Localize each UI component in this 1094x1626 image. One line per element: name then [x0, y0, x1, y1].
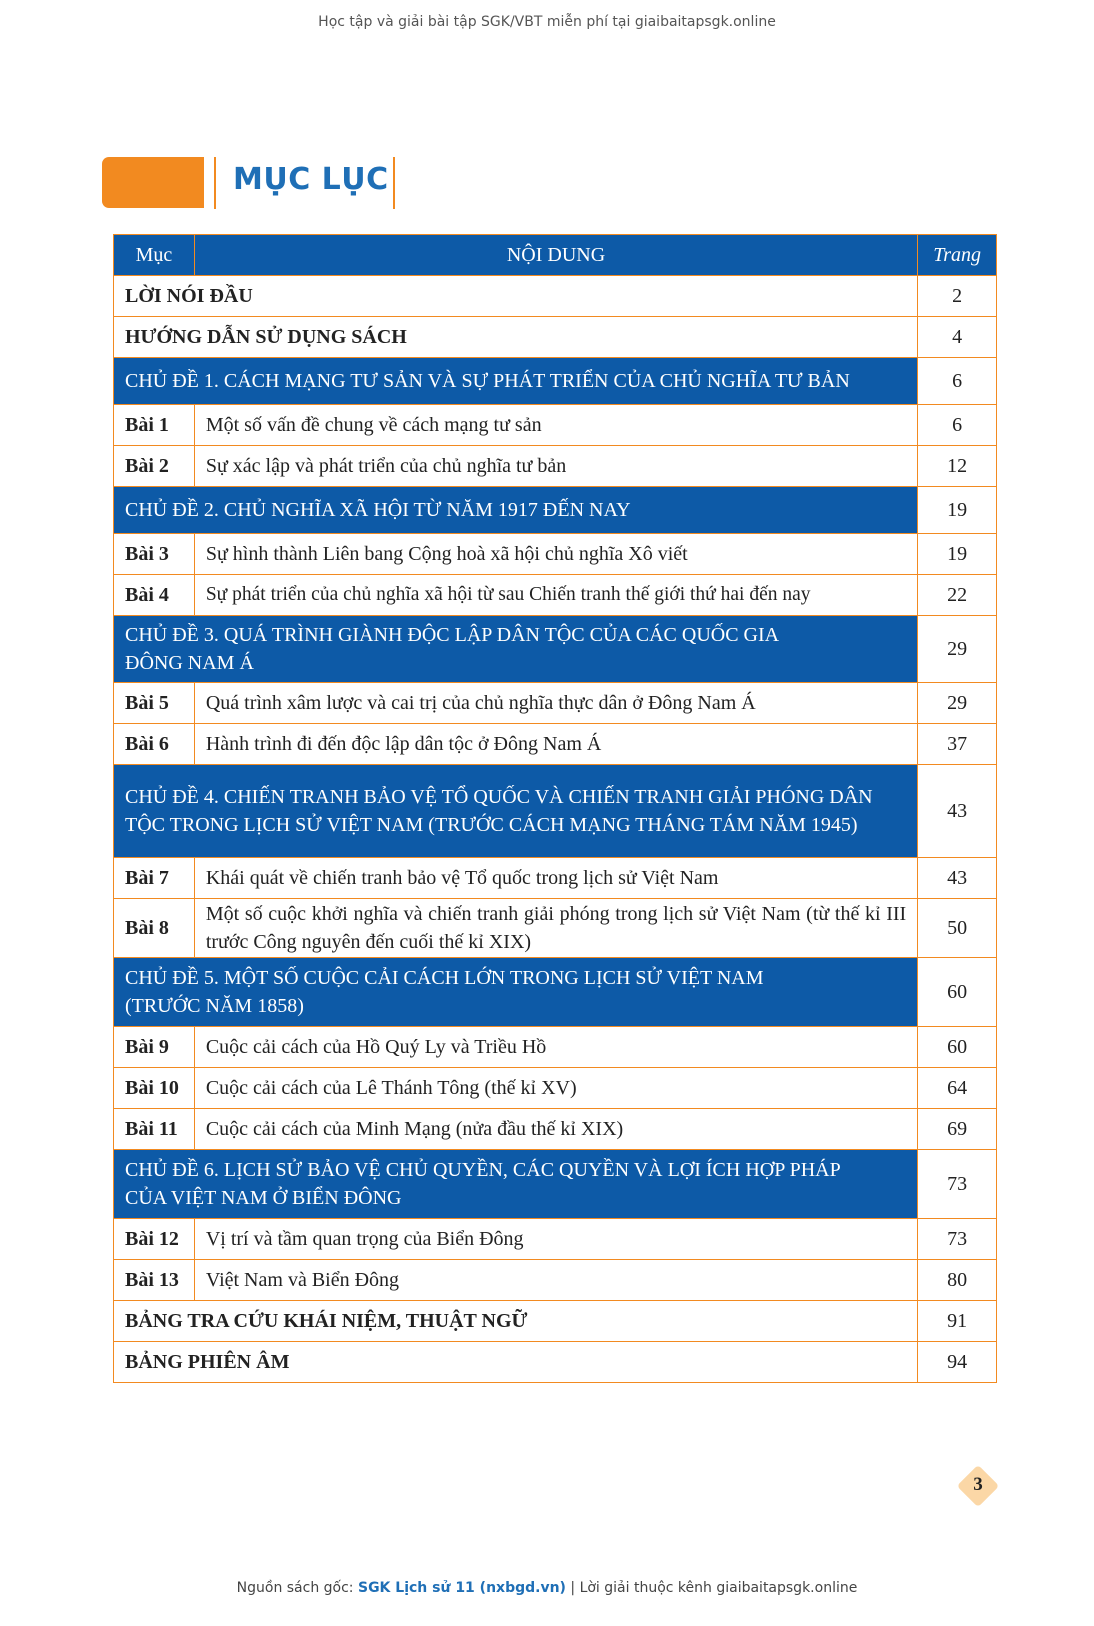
col-header-trang: Trang — [918, 235, 997, 276]
toc-row-bai-8 — [114, 899, 997, 958]
lesson-number: Bài 10 — [114, 1068, 195, 1109]
footer-source-link[interactable]: SGK Lịch sử 11 (nxbgd.vn) — [357, 1580, 566, 1596]
lesson-number: Bài 1 — [114, 405, 195, 446]
lesson-title: Một số vấn đề chung về cách mạng tư sản — [194, 405, 917, 446]
lesson-page: 12 — [918, 446, 997, 487]
toc-row-chu-de-1 — [114, 358, 997, 405]
lesson-page: 60 — [918, 1027, 997, 1068]
lesson-number: Bài 9 — [114, 1027, 195, 1068]
toc-row-chu-de-4 — [114, 765, 997, 858]
col-header-muc: Mục — [114, 235, 195, 276]
toc-table — [113, 234, 997, 1383]
lesson-number: Bài 13 — [114, 1260, 195, 1301]
lesson-page: 73 — [918, 1219, 997, 1260]
topic-label: CHỦ ĐỀ 4. CHIẾN TRANH BẢO VỆ TỔ QUỐC VÀ CHIẾN TRANH GIẢI PHÓNG DÂN TỘC TRONG LỊCH SỬ VIỆT NAM (TRƯỚC CÁCH MẠNG THÁNG TÁM NĂM 1945) — [114, 765, 918, 858]
lesson-number: Bài 4 — [114, 575, 195, 616]
topic-label: CHỦ ĐỀ 2. CHỦ NGHĨA XÃ HỘI TỪ NĂM 1917 ĐẾN NAY — [114, 487, 918, 534]
toc-row-bang-tra-cuu — [114, 1301, 997, 1342]
toc-header-row — [114, 235, 997, 276]
lesson-page: 6 — [918, 405, 997, 446]
entry-label: BẢNG PHIÊN ÂM — [114, 1342, 918, 1383]
entry-page: 94 — [918, 1342, 997, 1383]
entry-label: HƯỚNG DẪN SỬ DỤNG SÁCH — [114, 317, 918, 358]
lesson-page: 29 — [918, 683, 997, 724]
lesson-page: 37 — [918, 724, 997, 765]
title-orange-block — [102, 157, 204, 208]
toc-row-chu-de-5 — [114, 958, 997, 1027]
lesson-number: Bài 5 — [114, 683, 195, 724]
toc-row-bai-2 — [114, 446, 997, 487]
toc-row-chu-de-6 — [114, 1150, 997, 1219]
lesson-title: Sự xác lập và phát triển của chủ nghĩa tư bản — [194, 446, 917, 487]
col-header-noidung: NỘI DUNG — [194, 235, 917, 276]
topic-label: CHỦ ĐỀ 1. CÁCH MẠNG TƯ SẢN VÀ SỰ PHÁT TRIỂN CỦA CHỦ NGHĨA TƯ BẢN — [114, 358, 918, 405]
entry-label: LỜI NÓI ĐẦU — [114, 276, 918, 317]
title-divider-right — [393, 157, 395, 209]
footer-note — [0, 1580, 1094, 1596]
lesson-title: Hành trình đi đến độc lập dân tộc ở Đông Nam Á — [194, 724, 917, 765]
toc-row-huong-dan — [114, 317, 997, 358]
lesson-title: Khái quát về chiến tranh bảo vệ Tổ quốc trong lịch sử Việt Nam — [194, 858, 917, 899]
toc-row-bai-10 — [114, 1068, 997, 1109]
topic-label: CHỦ ĐỀ 5. MỘT SỐ CUỘC CẢI CÁCH LỚN TRONG LỊCH SỬ VIỆT NAM (TRƯỚC NĂM 1858) — [114, 958, 918, 1027]
toc-row-bai-13 — [114, 1260, 997, 1301]
toc-row-bang-phien-am — [114, 1342, 997, 1383]
footer-prefix: Nguồn sách gốc: — [236, 1580, 358, 1596]
entry-page: 4 — [918, 317, 997, 358]
lesson-page: 50 — [918, 899, 997, 958]
lesson-title: Sự phát triển của chủ nghĩa xã hội từ sau Chiến tranh thế giới thứ hai đến nay — [194, 575, 917, 616]
toc-row-chu-de-2 — [114, 487, 997, 534]
toc-row-bai-12 — [114, 1219, 997, 1260]
page-title: MỤC LỤC — [233, 162, 389, 197]
toc-row-bai-5 — [114, 683, 997, 724]
topic-page: 73 — [918, 1150, 997, 1219]
topic-label: CHỦ ĐỀ 6. LỊCH SỬ BẢO VỆ CHỦ QUYỀN, CÁC QUYỀN VÀ LỢI ÍCH HỢP PHÁP CỦA VIỆT NAM Ở BIỂN ĐÔNG — [114, 1150, 918, 1219]
lesson-title: Vị trí và tầm quan trọng của Biển Đông — [194, 1219, 917, 1260]
lesson-title: Một số cuộc khởi nghĩa và chiến tranh giải phóng trong lịch sử Việt Nam (từ thế kỉ III trước Công nguyên đến cuối thế kỉ XIX) — [194, 899, 917, 958]
lesson-title: Việt Nam và Biển Đông — [194, 1260, 917, 1301]
lesson-title: Cuộc cải cách của Lê Thánh Tông (thế kỉ XV) — [194, 1068, 917, 1109]
lesson-page: 22 — [918, 575, 997, 616]
footer-suffix: | Lời giải thuộc kênh giaibaitapsgk.online — [565, 1580, 858, 1596]
toc-row-bai-11 — [114, 1109, 997, 1150]
lesson-page: 19 — [918, 534, 997, 575]
lesson-title: Quá trình xâm lược và cai trị của chủ nghĩa thực dân ở Đông Nam Á — [194, 683, 917, 724]
lesson-title: Sự hình thành Liên bang Cộng hoà xã hội chủ nghĩa Xô viết — [194, 534, 917, 575]
topic-page: 6 — [918, 358, 997, 405]
toc-row-loi-noi-dau — [114, 276, 997, 317]
toc-row-bai-4 — [114, 575, 997, 616]
topic-page: 43 — [918, 765, 997, 858]
toc-row-bai-6 — [114, 724, 997, 765]
page-number: 3 — [973, 1474, 983, 1495]
toc-row-chu-de-3 — [114, 616, 997, 683]
lesson-page: 64 — [918, 1068, 997, 1109]
title-divider-left — [214, 157, 216, 209]
entry-label: BẢNG TRA CỨU KHÁI NIỆM, THUẬT NGỮ — [114, 1301, 918, 1342]
toc-row-bai-9 — [114, 1027, 997, 1068]
lesson-number: Bài 6 — [114, 724, 195, 765]
topic-page: 29 — [918, 616, 997, 683]
topic-label: CHỦ ĐỀ 3. QUÁ TRÌNH GIÀNH ĐỘC LẬP DÂN TỘC CỦA CÁC QUỐC GIA ĐÔNG NAM Á — [114, 616, 918, 683]
lesson-number: Bài 2 — [114, 446, 195, 487]
lesson-page: 80 — [918, 1260, 997, 1301]
topic-page: 60 — [918, 958, 997, 1027]
lesson-number: Bài 3 — [114, 534, 195, 575]
lesson-title: Cuộc cải cách của Minh Mạng (nửa đầu thế kỉ XIX) — [194, 1109, 917, 1150]
topic-page: 19 — [918, 487, 997, 534]
lesson-title: Cuộc cải cách của Hồ Quý Ly và Triều Hồ — [194, 1027, 917, 1068]
entry-page: 2 — [918, 276, 997, 317]
lesson-number: Bài 11 — [114, 1109, 195, 1150]
lesson-number: Bài 8 — [114, 899, 195, 958]
lesson-number: Bài 12 — [114, 1219, 195, 1260]
toc-row-bai-1 — [114, 405, 997, 446]
lesson-page: 43 — [918, 858, 997, 899]
lesson-number: Bài 7 — [114, 858, 195, 899]
entry-page: 91 — [918, 1301, 997, 1342]
toc-row-bai-3 — [114, 534, 997, 575]
lesson-page: 69 — [918, 1109, 997, 1150]
header-note: Học tập và giải bài tập SGK/VBT miễn phí tại giaibaitapsgk.online — [318, 14, 776, 30]
toc-row-bai-7 — [114, 858, 997, 899]
